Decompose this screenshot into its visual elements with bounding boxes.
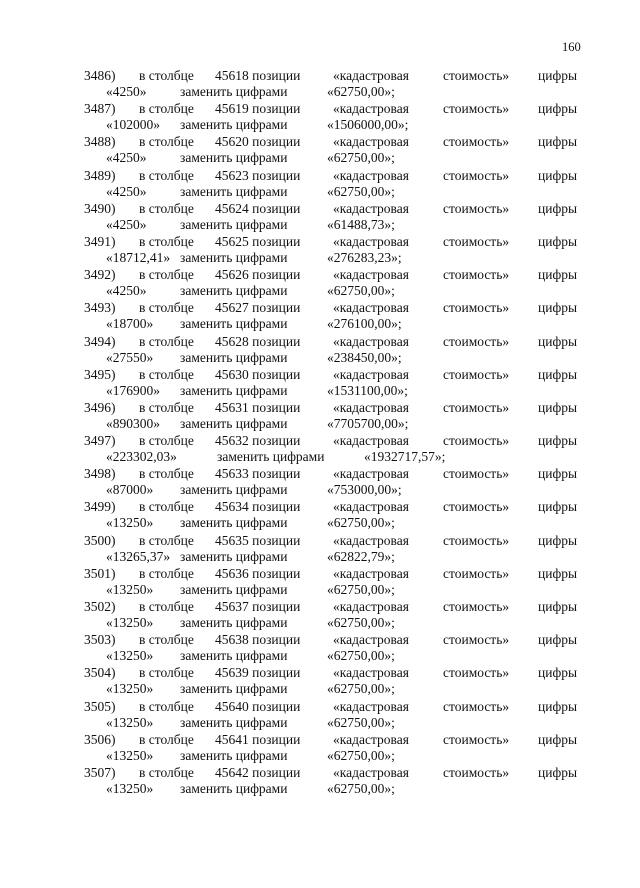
amendment-item [0, 400, 640, 433]
value-label: стоимость» [443, 167, 510, 183]
old-value: «4250» [106, 183, 147, 199]
old-value: «87000» [106, 482, 154, 498]
position-number: 45638 [215, 632, 249, 648]
new-value: «7705700,00»; [327, 415, 409, 431]
position-number: 45633 [215, 466, 249, 482]
digits-label: цифры [538, 565, 578, 581]
item-number: 3489) [84, 167, 116, 183]
item-number: 3492) [84, 267, 116, 283]
position-number: 45640 [215, 698, 249, 714]
amendment-item [0, 234, 640, 267]
in-column-label: в столбце [139, 101, 194, 117]
position-text [215, 765, 300, 781]
position-number: 45626 [215, 267, 249, 283]
position-number: 45627 [215, 300, 249, 316]
digits-label: цифры [538, 599, 578, 614]
replace-label: заменить цифрами [180, 283, 288, 299]
old-value: «4250» [106, 283, 147, 299]
in-column-label: в столбце [139, 665, 194, 681]
value-label: стоимость» [443, 532, 510, 548]
in-column-label: в столбце [139, 167, 194, 183]
item-number: 3495) [84, 366, 116, 382]
position-text [215, 367, 300, 383]
position-label: позиции [252, 233, 301, 249]
old-value: «176900» [106, 382, 160, 398]
position-number: 45636 [215, 565, 249, 581]
position-number: 45625 [215, 233, 249, 249]
amendment-item [0, 566, 640, 599]
in-column-label: в столбце [139, 466, 194, 482]
old-value: «13250» [106, 681, 154, 697]
digits-label: цифры [538, 134, 578, 150]
new-value: «62750,00»; [327, 84, 395, 99]
value-label: стоимость» [443, 499, 510, 515]
old-value: «13265,37» [106, 548, 171, 564]
position-text [215, 599, 300, 615]
position-number: 45642 [215, 764, 249, 780]
position-text [215, 134, 300, 150]
digits-label: цифры [538, 665, 578, 681]
item-number: 3501) [84, 565, 116, 581]
new-value: «62750,00»; [327, 615, 395, 630]
new-value: «61488,73»; [327, 216, 395, 232]
replace-label: заменить цифрами [217, 449, 325, 465]
position-label: позиции [252, 366, 301, 382]
item-number: 3500) [84, 532, 116, 548]
position-text [215, 168, 300, 184]
cadastral-label: «кадастровая [333, 399, 409, 415]
cadastral-label: «кадастровая [333, 731, 409, 747]
cadastral-label: «кадастровая [333, 333, 409, 349]
new-value: «62750,00»; [327, 183, 395, 199]
position-text [215, 732, 300, 748]
value-label: стоимость» [443, 200, 510, 216]
in-column-label: в столбце [139, 764, 194, 780]
in-column-label: в столбце [139, 68, 194, 83]
value-label: стоимость» [443, 565, 510, 581]
item-number: 3498) [84, 466, 116, 482]
item-number: 3490) [84, 200, 116, 216]
amendment-item [0, 665, 640, 698]
item-number: 3496) [84, 399, 116, 415]
item-number: 3499) [84, 499, 116, 515]
replace-label: заменить цифрами [180, 349, 288, 365]
cadastral-label: «кадастровая [333, 532, 409, 548]
replace-label: заменить цифрами [180, 150, 288, 166]
position-text [215, 566, 300, 582]
cadastral-label: «кадастровая [333, 698, 409, 714]
cadastral-label: «кадастровая [333, 665, 409, 681]
in-column-label: в столбце [139, 632, 194, 648]
item-number: 3503) [84, 632, 116, 648]
position-number: 45634 [215, 499, 249, 515]
replace-label: заменить цифрами [180, 117, 288, 133]
value-label: стоимость» [443, 134, 510, 150]
amendment-item [0, 267, 640, 300]
digits-label: цифры [538, 366, 578, 382]
cadastral-label: «кадастровая [333, 134, 409, 150]
digits-label: цифры [538, 698, 578, 714]
position-number: 45630 [215, 366, 249, 382]
position-label: позиции [252, 466, 301, 482]
cadastral-label: «кадастровая [333, 565, 409, 581]
item-number: 3487) [84, 101, 116, 117]
item-number: 3488) [84, 134, 116, 150]
value-label: стоимость» [443, 764, 510, 780]
cadastral-label: «кадастровая [333, 167, 409, 183]
cadastral-label: «кадастровая [333, 632, 409, 648]
item-number: 3493) [84, 300, 116, 316]
position-label: позиции [252, 499, 301, 515]
amendment-item [0, 134, 640, 167]
position-text [215, 433, 300, 449]
digits-label: цифры [538, 200, 578, 216]
digits-label: цифры [538, 68, 578, 83]
digits-label: цифры [538, 167, 578, 183]
item-number: 3507) [84, 764, 116, 780]
digits-label: цифры [538, 764, 578, 780]
in-column-label: в столбце [139, 233, 194, 249]
value-label: стоимость» [443, 466, 510, 482]
in-column-label: в столбце [139, 399, 194, 415]
new-value: «238450,00»; [327, 349, 402, 365]
replace-label: заменить цифрами [180, 382, 288, 398]
position-label: позиции [252, 333, 301, 349]
position-label: позиции [252, 300, 301, 316]
cadastral-label: «кадастровая [333, 101, 409, 117]
position-text [215, 533, 300, 549]
position-label: позиции [252, 267, 301, 283]
value-label: стоимость» [443, 731, 510, 747]
old-value: «13250» [106, 515, 154, 531]
old-value: «4250» [106, 216, 147, 232]
value-label: стоимость» [443, 665, 510, 681]
amendment-item [0, 433, 640, 466]
value-label: стоимость» [443, 698, 510, 714]
value-label: стоимость» [443, 599, 510, 614]
item-number: 3486) [84, 68, 116, 83]
new-value: «62822,79»; [327, 548, 395, 564]
value-label: стоимость» [443, 233, 510, 249]
old-value: «18712,41» [106, 249, 171, 265]
digits-label: цифры [538, 399, 578, 415]
value-label: стоимость» [443, 333, 510, 349]
value-label: стоимость» [443, 433, 510, 449]
position-label: позиции [252, 665, 301, 681]
in-column-label: в столбце [139, 731, 194, 747]
position-text [215, 466, 300, 482]
amendment-item [0, 699, 640, 732]
position-text [215, 334, 300, 350]
digits-label: цифры [538, 433, 578, 449]
old-value: «13250» [106, 648, 154, 664]
cadastral-label: «кадастровая [333, 433, 409, 449]
value-label: стоимость» [443, 632, 510, 648]
cadastral-label: «кадастровая [333, 366, 409, 382]
digits-label: цифры [538, 267, 578, 283]
new-value: «753000,00»; [327, 482, 402, 498]
item-number: 3505) [84, 698, 116, 714]
item-number: 3502) [84, 599, 116, 614]
position-label: позиции [252, 433, 301, 449]
old-value: «13250» [106, 581, 154, 597]
replace-label: заменить цифрами [180, 216, 288, 232]
replace-label: заменить цифрами [180, 548, 288, 564]
position-label: позиции [252, 167, 301, 183]
position-text [215, 499, 300, 515]
position-label: позиции [252, 134, 301, 150]
new-value: «1932717,57»; [364, 449, 446, 465]
position-label: позиции [252, 68, 301, 83]
new-value: «62750,00»; [327, 780, 395, 796]
amendment-item [0, 765, 640, 798]
position-text [215, 68, 300, 84]
amendment-list [0, 68, 640, 798]
position-label: позиции [252, 731, 301, 747]
in-column-label: в столбце [139, 698, 194, 714]
item-number: 3506) [84, 731, 116, 747]
position-label: позиции [252, 698, 301, 714]
position-label: позиции [252, 101, 301, 117]
value-label: стоимость» [443, 399, 510, 415]
amendment-item [0, 599, 640, 632]
cadastral-label: «кадастровая [333, 300, 409, 316]
in-column-label: в столбце [139, 300, 194, 316]
replace-label: заменить цифрами [180, 316, 288, 332]
value-label: стоимость» [443, 267, 510, 283]
replace-label: заменить цифрами [180, 415, 288, 431]
replace-label: заменить цифрами [180, 482, 288, 498]
replace-label: заменить цифрами [180, 648, 288, 664]
replace-label: заменить цифрами [180, 681, 288, 697]
position-number: 45619 [215, 101, 249, 117]
in-column-label: в столбце [139, 200, 194, 216]
cadastral-label: «кадастровая [333, 599, 409, 614]
amendment-item [0, 300, 640, 333]
new-value: «62750,00»; [327, 150, 395, 166]
position-number: 45623 [215, 167, 249, 183]
position-text [215, 267, 300, 283]
old-value: «27550» [106, 349, 154, 365]
amendment-item [0, 632, 640, 665]
in-column-label: в столбце [139, 532, 194, 548]
old-value: «13250» [106, 747, 154, 763]
old-value: «13250» [106, 780, 154, 796]
amendment-item [0, 367, 640, 400]
in-column-label: в столбце [139, 499, 194, 515]
new-value: «1531100,00»; [327, 382, 408, 398]
value-label: стоимость» [443, 300, 510, 316]
replace-label: заменить цифрами [180, 515, 288, 531]
position-number: 45635 [215, 532, 249, 548]
in-column-label: в столбце [139, 333, 194, 349]
old-value: «13250» [106, 615, 154, 630]
amendment-item [0, 101, 640, 134]
position-text [215, 665, 300, 681]
position-number: 45628 [215, 333, 249, 349]
replace-label: заменить цифрами [180, 581, 288, 597]
replace-label: заменить цифрами [180, 249, 288, 265]
amendment-item [0, 201, 640, 234]
new-value: «276100,00»; [327, 316, 402, 332]
cadastral-label: «кадастровая [333, 466, 409, 482]
new-value: «62750,00»; [327, 747, 395, 763]
digits-label: цифры [538, 233, 578, 249]
digits-label: цифры [538, 532, 578, 548]
in-column-label: в столбце [139, 267, 194, 283]
amendment-item [0, 168, 640, 201]
position-number: 45637 [215, 599, 249, 614]
item-number: 3497) [84, 433, 116, 449]
cadastral-label: «кадастровая [333, 233, 409, 249]
cadastral-label: «кадастровая [333, 68, 409, 83]
amendment-item [0, 68, 640, 101]
replace-label: заменить цифрами [180, 84, 288, 99]
new-value: «62750,00»; [327, 648, 395, 664]
value-label: стоимость» [443, 68, 510, 83]
position-label: позиции [252, 200, 301, 216]
item-number: 3494) [84, 333, 116, 349]
position-text [215, 400, 300, 416]
position-number: 45618 [215, 68, 249, 83]
digits-label: цифры [538, 632, 578, 648]
item-number: 3504) [84, 665, 116, 681]
amendment-item [0, 466, 640, 499]
replace-label: заменить цифрами [180, 780, 288, 796]
old-value: «102000» [106, 117, 160, 133]
new-value: «62750,00»; [327, 681, 395, 697]
position-number: 45624 [215, 200, 249, 216]
page-number: 160 [562, 40, 581, 54]
new-value: «62750,00»; [327, 581, 395, 597]
position-label: позиции [252, 532, 301, 548]
cadastral-label: «кадастровая [333, 764, 409, 780]
item-number: 3491) [84, 233, 116, 249]
position-text [215, 632, 300, 648]
cadastral-label: «кадастровая [333, 499, 409, 515]
position-number: 45632 [215, 433, 249, 449]
old-value: «13250» [106, 714, 154, 730]
digits-label: цифры [538, 101, 578, 117]
in-column-label: в столбце [139, 134, 194, 150]
amendment-item [0, 499, 640, 532]
in-column-label: в столбце [139, 565, 194, 581]
position-number: 45639 [215, 665, 249, 681]
old-value: «4250» [106, 150, 147, 166]
replace-label: заменить цифрами [180, 615, 288, 630]
cadastral-label: «кадастровая [333, 200, 409, 216]
position-text [215, 234, 300, 250]
in-column-label: в столбце [139, 599, 194, 614]
cadastral-label: «кадастровая [333, 267, 409, 283]
digits-label: цифры [538, 333, 578, 349]
in-column-label: в столбце [139, 433, 194, 449]
digits-label: цифры [538, 466, 578, 482]
position-number: 45620 [215, 134, 249, 150]
position-text [215, 699, 300, 715]
digits-label: цифры [538, 499, 578, 515]
position-label: позиции [252, 399, 301, 415]
position-text [215, 300, 300, 316]
position-text [215, 101, 300, 117]
replace-label: заменить цифрами [180, 747, 288, 763]
new-value: «276283,23»; [327, 249, 402, 265]
value-label: стоимость» [443, 366, 510, 382]
position-number: 45641 [215, 731, 249, 747]
replace-label: заменить цифрами [180, 183, 288, 199]
digits-label: цифры [538, 300, 578, 316]
old-value: «890300» [106, 415, 160, 431]
new-value: «62750,00»; [327, 714, 395, 730]
digits-label: цифры [538, 731, 578, 747]
old-value: «4250» [106, 84, 147, 99]
amendment-item [0, 533, 640, 566]
old-value: «18700» [106, 316, 154, 332]
new-value: «62750,00»; [327, 515, 395, 531]
amendment-item [0, 334, 640, 367]
new-value: «1506000,00»; [327, 117, 409, 133]
in-column-label: в столбце [139, 366, 194, 382]
amendment-item [0, 732, 640, 765]
position-label: позиции [252, 764, 301, 780]
position-label: позиции [252, 565, 301, 581]
position-text [215, 201, 300, 217]
position-label: позиции [252, 599, 301, 614]
new-value: «62750,00»; [327, 283, 395, 299]
position-label: позиции [252, 632, 301, 648]
old-value: «223302,03» [106, 449, 177, 465]
position-number: 45631 [215, 399, 249, 415]
value-label: стоимость» [443, 101, 510, 117]
replace-label: заменить цифрами [180, 714, 288, 730]
